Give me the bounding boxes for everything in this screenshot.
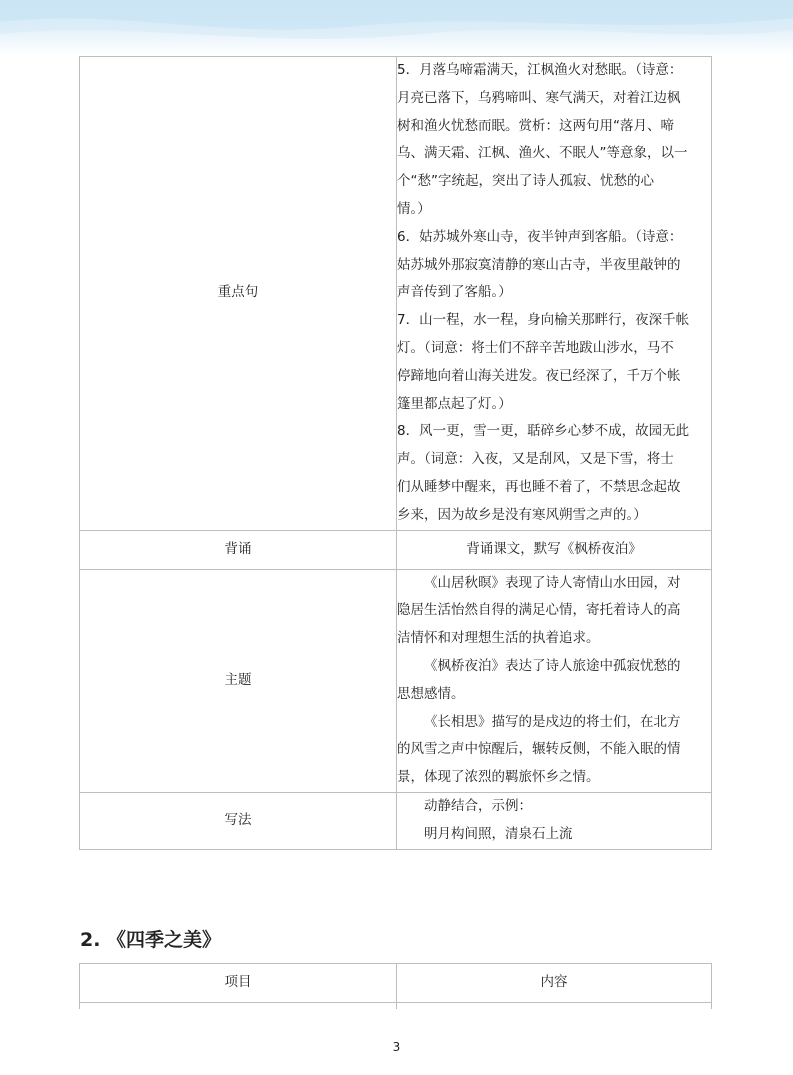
knowledge-table — [79, 56, 712, 850]
writing-method-cell — [397, 792, 712, 849]
text-line: 姑苏城外那寂寞清静的寒山古寺，半夜里敲钟的 — [397, 256, 681, 273]
row-label: 写法 — [80, 792, 397, 849]
text-line: 停蹄地向着山海关进发。夜已经深了，千万个帐 — [397, 367, 681, 384]
text-line: 《枫桥夜泊》表达了诗人旅途中孤寂忧愁的 — [424, 657, 681, 674]
row-label: 重点句 — [80, 57, 397, 531]
table-row — [80, 1003, 712, 1010]
text-line: 乡来，因为故乡是没有寒风朔雪之声的。） — [397, 506, 647, 523]
column-header-item: 项目 — [80, 964, 397, 1003]
wave-decoration — [0, 0, 793, 56]
page-number: 3 — [392, 1040, 401, 1054]
text-line: 情。） — [397, 200, 431, 217]
table-cell — [80, 1003, 397, 1010]
text-line: 《长相思》描写的是戍边的将士们，在北方 — [424, 713, 681, 730]
section-heading: 2. 《四季之美》 — [80, 929, 222, 951]
text-line: 洁情怀和对理想生活的执着追求。 — [397, 630, 600, 647]
table-row — [80, 792, 712, 849]
text-line: 5．月落乌啼霜满天，江枫渔火对愁眠。（诗意： — [397, 62, 683, 78]
text-line: 乌、满天霜、江枫、渔火、不眠人”等意象，以一 — [397, 145, 688, 162]
column-header-content: 内容 — [397, 964, 712, 1003]
key-sentences-cell — [397, 57, 712, 531]
text-line: 《山居秋暝》表现了诗人寄情山水田园，对 — [424, 574, 681, 591]
text-line: 树和渔火忧愁而眠。赏析：这两句用“落月、啼 — [397, 117, 674, 134]
text-line: 灯。（词意：将士们不辞辛苦地跋山涉水，马不 — [397, 339, 674, 356]
text-line: 声。（词意：入夜，又是刮风，又是下雪，将士 — [397, 451, 674, 468]
text-line: 动静结合，示例： — [424, 797, 532, 814]
table-cell — [397, 1003, 712, 1010]
recitation-cell: 背诵课文，默写《枫桥夜泊》 — [397, 530, 712, 569]
text-line: 们从睡梦中醒来，再也睡不着了，不禁思念起故 — [397, 478, 681, 495]
table-row — [80, 57, 712, 531]
table-header-row — [80, 964, 712, 1003]
seasons-table — [79, 963, 712, 1009]
table-row — [80, 569, 712, 792]
text-line: 6．姑苏城外寒山寺，夜半钟声到客船。（诗意： — [397, 228, 683, 245]
text-line: 声音传到了客船。） — [397, 284, 512, 301]
text-line: 篷里都点起了灯。） — [397, 395, 512, 412]
text-line: 8．风一更，雪一更，聒碎乡心梦不成，故园无此 — [397, 423, 690, 440]
text-line: 个“愁”字统起，突出了诗人孤寂、忧愁的心 — [397, 173, 654, 190]
text-line: 月亮已落下，乌鸦啼叫、寒气满天，对着江边枫 — [397, 89, 681, 106]
header-banner — [0, 0, 793, 56]
text-line: 景，体现了浓烈的羁旅怀乡之情。 — [397, 769, 600, 786]
row-label: 背诵 — [80, 530, 397, 569]
text-line: 7．山一程，水一程，身向榆关那畔行，夜深千帐 — [397, 312, 690, 329]
text-line: 思想感情。 — [397, 685, 465, 702]
row-label: 主题 — [80, 569, 397, 792]
text-line: 的风雪之声中惊醒后，辗转反侧，不能入眠的情 — [397, 741, 681, 758]
theme-cell — [397, 569, 712, 792]
text-line: 明月构间照，清泉石上流 — [424, 825, 573, 842]
table-row — [80, 530, 712, 569]
text-line: 隐居生活怡然自得的满足心情，寄托着诗人的高 — [397, 602, 681, 619]
